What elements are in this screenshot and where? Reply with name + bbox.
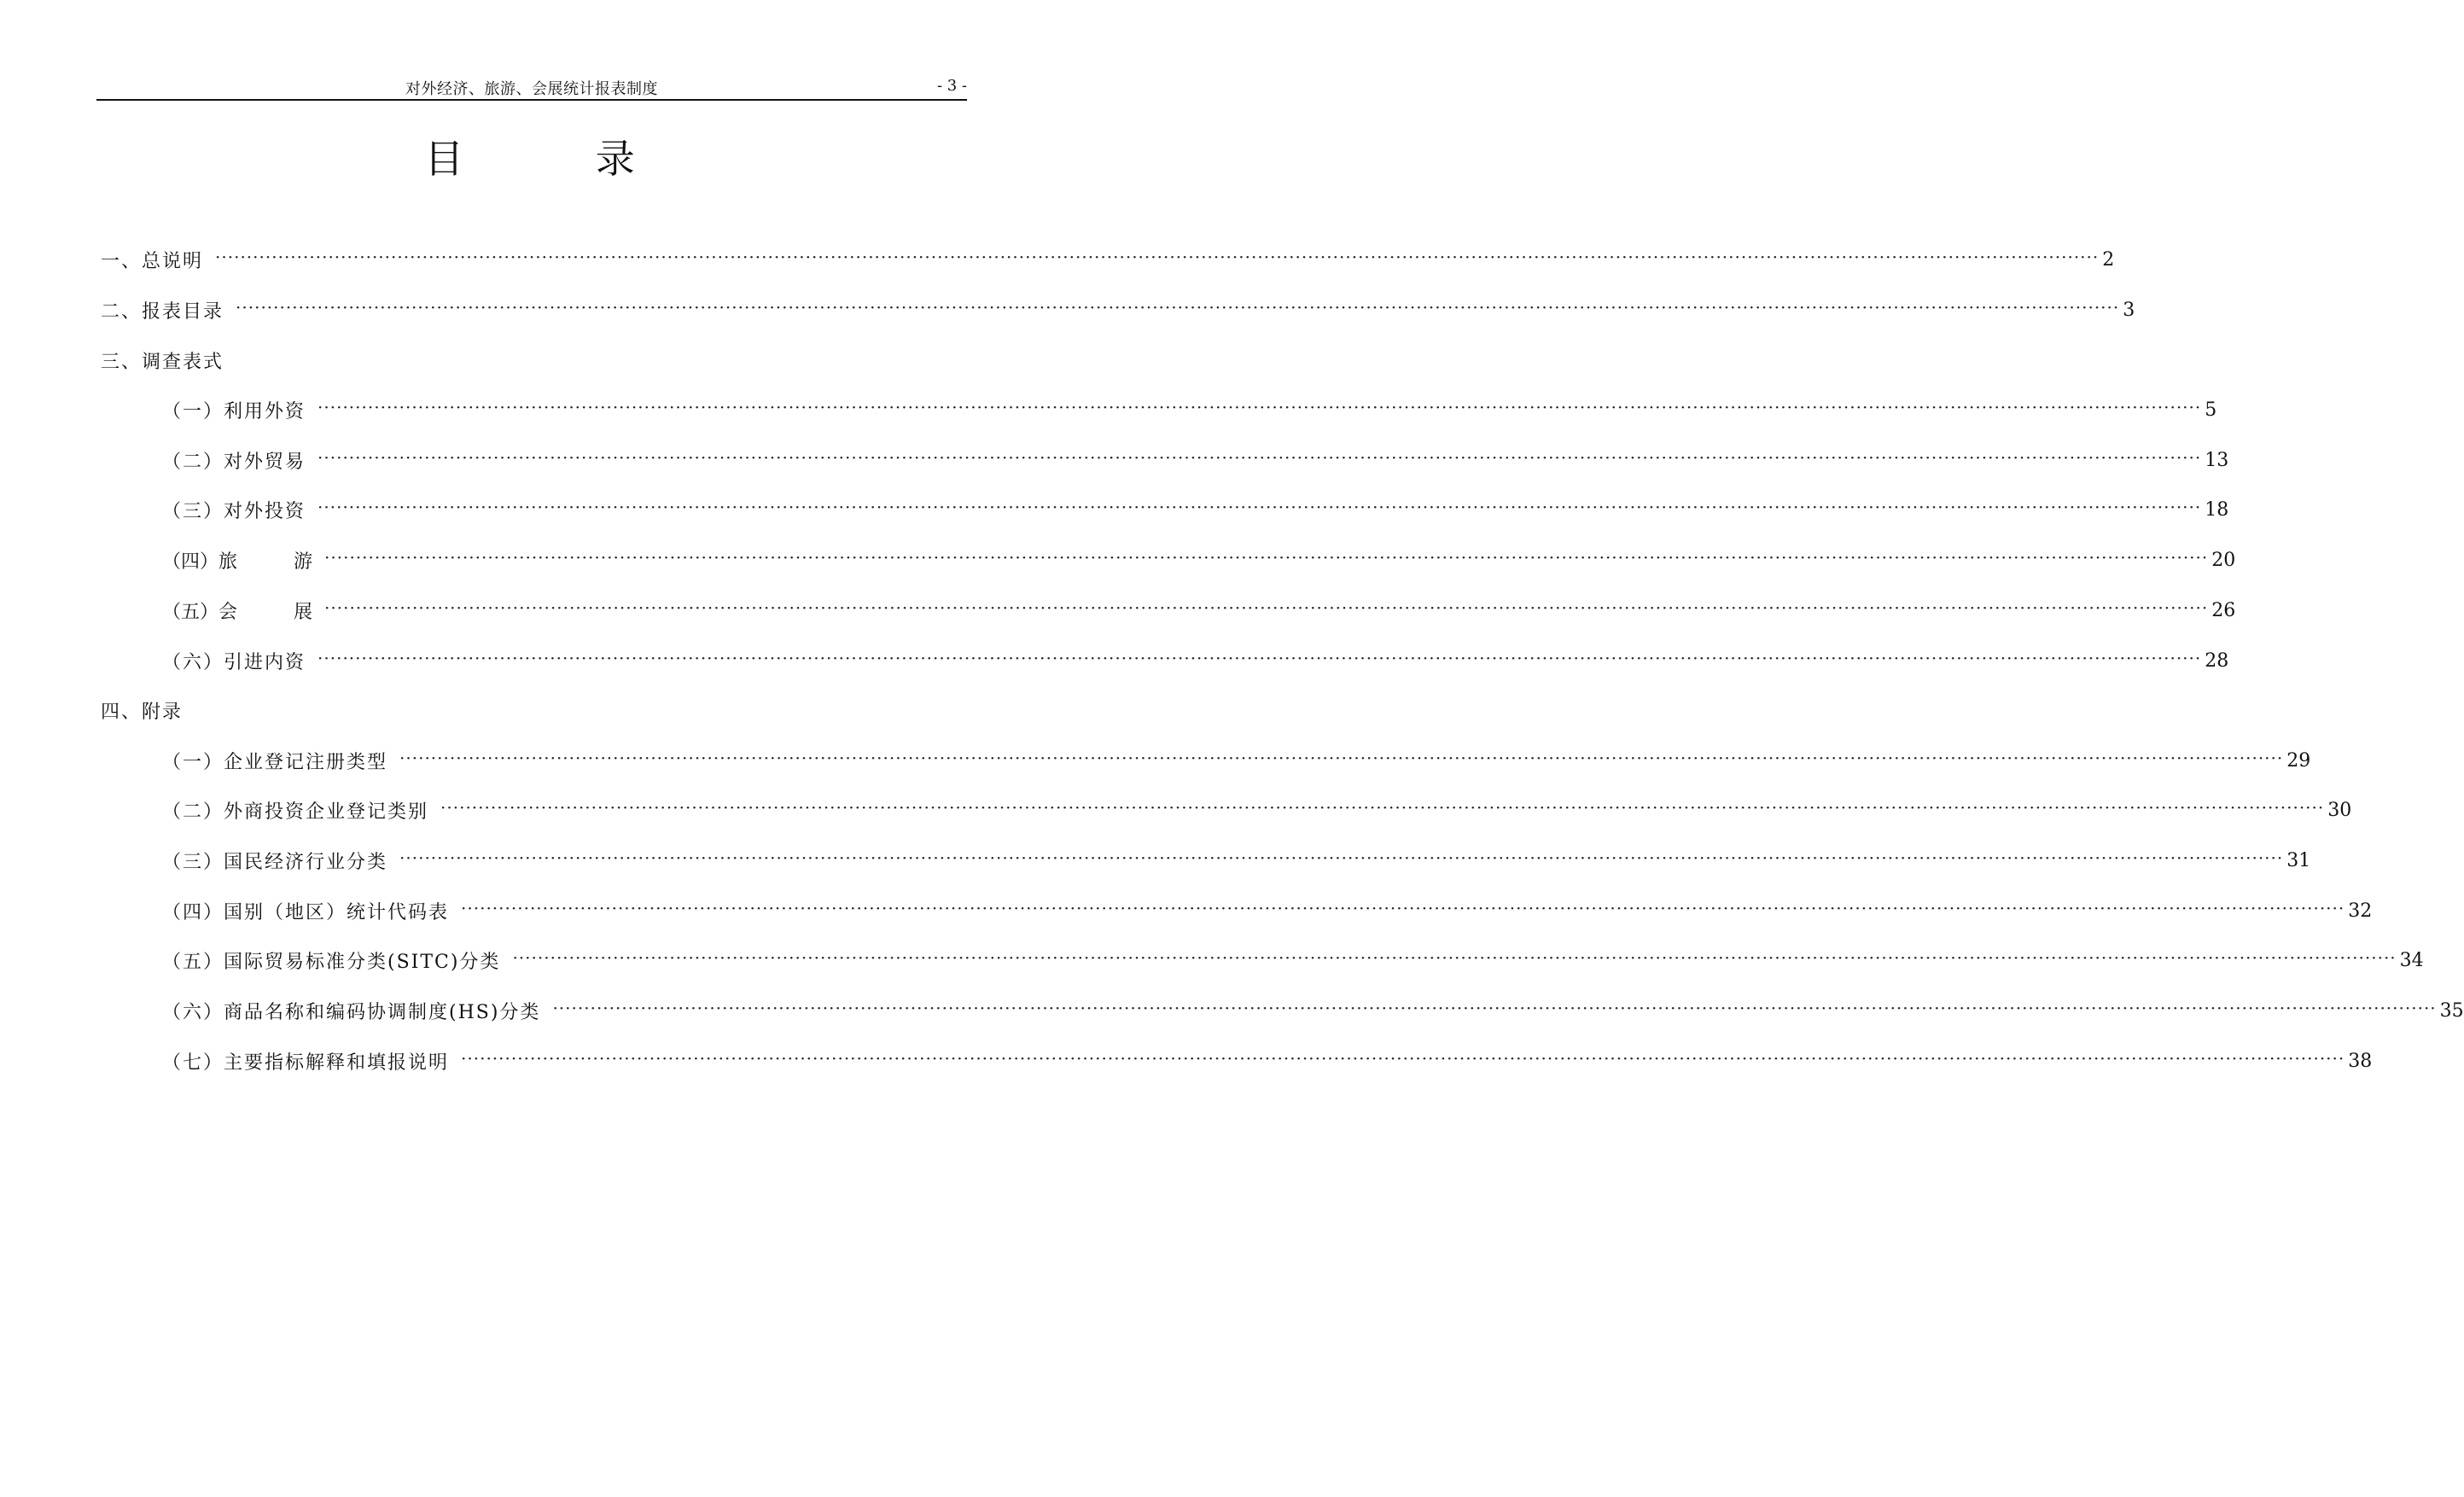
toc-leader-dots: ············································································································································································································································································································ (461, 1048, 2345, 1069)
toc-leader-dots: ············································································································································································································································································································ (317, 648, 2202, 668)
header-page-number: - 3 - (936, 77, 967, 95)
toc-item-label (162, 547, 312, 574)
toc-section-appendix[interactable] (101, 693, 916, 727)
toc-item-page: 31 (2286, 849, 2311, 871)
toc-item-domestic-capital[interactable] (162, 644, 2229, 678)
toc-leader-dots: ············································································································································································································································································································ (317, 397, 2202, 417)
toc-item-label: （二）对外贸易 (162, 451, 306, 473)
toc-item-page: 20 (2211, 549, 2236, 571)
toc-item-page: 2 (2102, 248, 2115, 271)
toc-item-page: 28 (2205, 649, 2229, 672)
toc-section-survey-forms[interactable] (101, 343, 916, 377)
toc-item-label: （七）主要指标解释和填报说明 (162, 1051, 450, 1074)
toc-item-label: 二、报表目录 (101, 300, 224, 323)
toc-leader-dots: ············································································································································································································································································································ (512, 947, 2397, 968)
toc-item-page: 13 (2205, 449, 2229, 471)
toc-item-label: （二）外商投资企业登记类别 (162, 801, 429, 823)
toc-leader-dots: ············································································································································································································································································································ (215, 247, 2100, 267)
toc-item-label: 一、总说明 (101, 250, 204, 272)
toc-item-label-suffix: 游 (294, 550, 313, 573)
running-header (96, 73, 967, 101)
toc-leader-dots: ············································································································································································································································································································ (317, 497, 2202, 517)
toc-item-label-prefix: （五）会 (162, 601, 238, 623)
toc-item-page: 29 (2286, 749, 2311, 772)
toc-leader-dots: ············································································································································································································································································································ (324, 547, 2209, 568)
toc-leader-dots: ············································································································································································································································································································ (317, 447, 2202, 468)
toc-item-label: （四）国别（地区）统计代码表 (162, 901, 450, 923)
toc-item-label: （一）利用外资 (162, 400, 306, 422)
toc-item-foreign-capital[interactable] (162, 393, 2217, 427)
toc-item-hs-classification[interactable] (162, 993, 2464, 1028)
toc-item-exhibition[interactable] (162, 593, 2236, 627)
toc-item-label (162, 597, 312, 624)
toc-item-label-prefix: （四）旅 (162, 550, 238, 573)
toc-item-page: 35 (2439, 999, 2464, 1022)
toc-leader-dots: ············································································································································································································································································································ (552, 998, 2437, 1018)
header-title: 对外经济、旅游、会展统计报表制度 (405, 80, 658, 98)
toc-item-page: 38 (2348, 1050, 2373, 1072)
toc-item-label: 三、调查表式 (101, 351, 224, 373)
toc-item-label: （六）引进内资 (162, 651, 306, 673)
toc-item-foreign-trade[interactable] (162, 443, 2229, 477)
toc-item-label: （三）国民经济行业分类 (162, 851, 388, 873)
toc-item-page: 3 (2123, 299, 2135, 321)
toc-item-label-suffix: 展 (294, 601, 313, 623)
toc-item-page: 18 (2205, 498, 2229, 521)
toc-item-label: 四、附录 (101, 701, 183, 723)
toc-item-general-description[interactable] (101, 242, 2115, 277)
toc-leader-dots: ············································································································································································································································································································ (461, 898, 2345, 918)
toc-item-page: 34 (2399, 949, 2424, 971)
toc-leader-dots: ············································································································································································································································································································ (440, 797, 2325, 818)
toc-item-page: 32 (2348, 900, 2373, 922)
toc-item-report-catalog[interactable] (101, 293, 2135, 327)
toc-item-country-codes[interactable] (162, 894, 2373, 928)
toc-item-enterprise-registration-types[interactable] (162, 743, 2311, 778)
toc-leader-dots: ············································································································································································································································································································ (324, 597, 2209, 618)
toc-item-sitc-classification[interactable] (162, 943, 2424, 977)
toc-item-indicator-explanations[interactable] (162, 1044, 2373, 1078)
toc-item-label: （三）对外投资 (162, 500, 306, 522)
toc-item-tourism[interactable] (162, 543, 2236, 577)
toc-leader-dots: ············································································································································································································································································································ (399, 748, 2284, 768)
toc-item-page: 26 (2211, 599, 2236, 621)
toc-item-outward-investment[interactable] (162, 492, 2229, 527)
toc-item-foreign-enterprise-categories[interactable] (162, 793, 2352, 827)
toc-item-industry-classification[interactable] (162, 843, 2311, 877)
toc-item-label: （一）企业登记注册类型 (162, 751, 388, 773)
page-title: 目 录 (424, 136, 695, 182)
toc-item-page: 30 (2327, 799, 2352, 821)
toc-leader-dots: ············································································································································································································································································································ (399, 848, 2284, 868)
toc-item-page: 5 (2205, 399, 2217, 421)
toc-item-label: （五）国际贸易标准分类(SITC)分类 (162, 951, 501, 973)
toc-leader-dots: ············································································································································································································································································································ (236, 297, 2120, 317)
toc-item-label: （六）商品名称和编码协调制度(HS)分类 (162, 1001, 541, 1023)
